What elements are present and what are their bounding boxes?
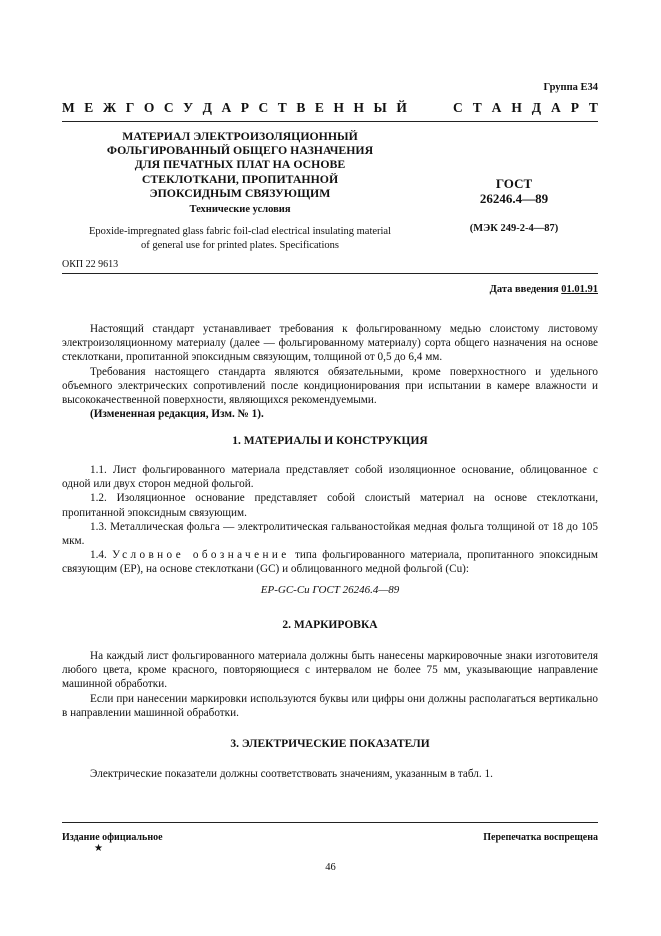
- iec-reference: (МЭК 249-2-4—87): [469, 223, 559, 234]
- title-line: МАТЕРИАЛ ЭЛЕКТРОИЗОЛЯЦИОННЫЙ: [122, 129, 358, 143]
- intro-text: [62, 322, 598, 421]
- banner-letter: Ы: [373, 100, 387, 115]
- section-2-text: [62, 649, 598, 720]
- intro-date: [490, 284, 598, 295]
- banner-letter: Ж: [102, 100, 117, 115]
- intro-paragraph: Требования настоящего стандарта являются обязательными, кроме поверхностного и удельного объемного электрических сопротивлений после кондиционирования при испытании в камере влажности и высококачественной поверхности, являющихся рекомендуемыми.: [62, 365, 598, 407]
- page-number: 46: [325, 862, 336, 873]
- gost-number: 26246.4—89: [479, 191, 549, 206]
- english-title-line: of general use for printed plates. Specifications: [141, 239, 339, 251]
- intro-date-label: Дата введения: [489, 284, 559, 295]
- banner-letter: В: [296, 100, 306, 115]
- clause-1-4: [62, 548, 598, 576]
- banner-letter: Й: [396, 100, 407, 115]
- title-line: ЭПОКСИДНЫМ СВЯЗУЮЩИМ: [149, 185, 331, 200]
- section-1-text: [62, 463, 598, 577]
- title-line: СТЕКЛОТКАНИ, ПРОПИТАННОЙ: [141, 171, 339, 186]
- banner-letter: А: [551, 100, 561, 115]
- official-edition-label: Издание официальное: [62, 832, 163, 843]
- clause-1-1: 1.1. Лист фольгированного материала представляет собой изоляционное основание, облицованное с одной или двух сторон медной фольгой.: [62, 464, 598, 491]
- okp-code: ОКП 22 9613: [62, 259, 119, 270]
- spaced-term: Условное обозначение: [112, 549, 290, 562]
- group-label: Группа Е34: [543, 82, 598, 93]
- marking-paragraph: На каждый лист фольгированного материала должны быть нанесены маркировочные знаки изготовителя любого цвета, кроме красного, повторяющиеся с интервалом не более 75 мм, указывающие направление машинной обработки.: [62, 650, 598, 691]
- section-heading-electrical: 3. ЭЛЕКТРИЧЕСКИЕ ПОКАЗАТЕЛИ: [230, 738, 430, 750]
- section-heading-marking: 2. МАРКИРОВКА: [282, 619, 378, 631]
- clause-1-2: 1.2. Изоляционное основание представляет собой слоистый материал на основе стеклоткани, пропитанной эпоксидным связующим.: [62, 492, 598, 519]
- standard-banner: [62, 100, 598, 116]
- banner-letter: Н: [511, 100, 522, 115]
- banner-letter: Р: [570, 100, 579, 115]
- star-icon: ★: [94, 843, 103, 854]
- banner-word-standard: [453, 100, 598, 116]
- banner-letter: Т: [588, 100, 598, 115]
- banner-word-interstate: [62, 100, 407, 116]
- intro-date-value: 01.01.91: [561, 284, 598, 295]
- title-line: ФОЛЬГИРОВАННЫЙ ОБЩЕГО НАЗНАЧЕНИЯ: [106, 143, 374, 158]
- banner-letter: С: [163, 100, 174, 115]
- banner-letter: Е: [314, 100, 324, 115]
- banner-letter: Т: [472, 100, 482, 115]
- clause-1-3: 1.3. Металлическая фольга — электролитическая гальваностойкая медная фольга толщиной от 18 до 105 мкм.: [62, 520, 598, 548]
- electrical-paragraph: Электрические показатели должны соответствовать значениям, указанным в табл. 1.: [90, 768, 493, 780]
- designation-example: EP-GC-Cu ГОСТ 26246.4—89: [260, 584, 400, 596]
- intro-paragraph: Настоящий стандарт устанавливает требования к фольгированному медью слоистому листовому электроизоляционному материалу (далее — фольгированному материалу) сорта общего назначения на основе стеклоткани, пропитанной эпоксидным связующим, толщиной от 0,5 до 6,4 мм.: [62, 323, 598, 364]
- amendment-note: (Измененная редакция, Изм. № 1).: [90, 408, 264, 421]
- banner-letter: Е: [84, 100, 94, 115]
- section-3-text: [62, 767, 598, 781]
- banner-letter: Д: [202, 100, 212, 115]
- banner-letter: А: [221, 100, 232, 115]
- banner-letter: Т: [277, 100, 287, 115]
- banner-letter: А: [491, 100, 502, 115]
- banner-letter: У: [183, 100, 194, 115]
- banner-letter: Р: [240, 100, 249, 115]
- title-line: ДЛЯ ПЕЧАТНЫХ ПЛАТ НА ОСНОВЕ: [134, 157, 346, 172]
- marking-paragraph: Если при нанесении маркировки используются буквы или цифры они должны располагаться вертикально в направлении машинной обработки.: [62, 692, 598, 719]
- english-title: [62, 225, 418, 252]
- footer-divider: [62, 822, 598, 823]
- clause-text: типа фольгированного материала, пропитанного эпоксидным связующим (ЕР), на основе стеклоткани (GC) и облицованного медной фольгой (Cu):: [62, 549, 598, 576]
- banner-letter: Д: [531, 100, 542, 115]
- banner-letter: Г: [125, 100, 135, 115]
- banner-letter: Н: [333, 100, 344, 115]
- gost-designation: [430, 176, 598, 206]
- gost-label: ГОСТ: [495, 176, 533, 191]
- english-title-line: Epoxide-impregnated glass fabric foil-clad electrical insulating material: [88, 226, 392, 237]
- clause-number: 1.4.: [90, 549, 107, 562]
- section-heading-materials: 1. МАТЕРИАЛЫ И КОНСТРУКЦИЯ: [232, 435, 428, 447]
- document-title: [62, 129, 418, 200]
- banner-letter: С: [258, 100, 269, 115]
- document-subtitle: Технические условия: [189, 204, 291, 215]
- banner-letter: О: [143, 100, 155, 115]
- reprint-prohibited-label: Перепечатка воспрещена: [483, 832, 598, 843]
- banner-letter: Н: [353, 100, 364, 115]
- banner-letter: С: [453, 100, 463, 115]
- banner-letter: М: [62, 100, 75, 115]
- title-divider: [62, 273, 598, 274]
- top-divider: [62, 121, 598, 122]
